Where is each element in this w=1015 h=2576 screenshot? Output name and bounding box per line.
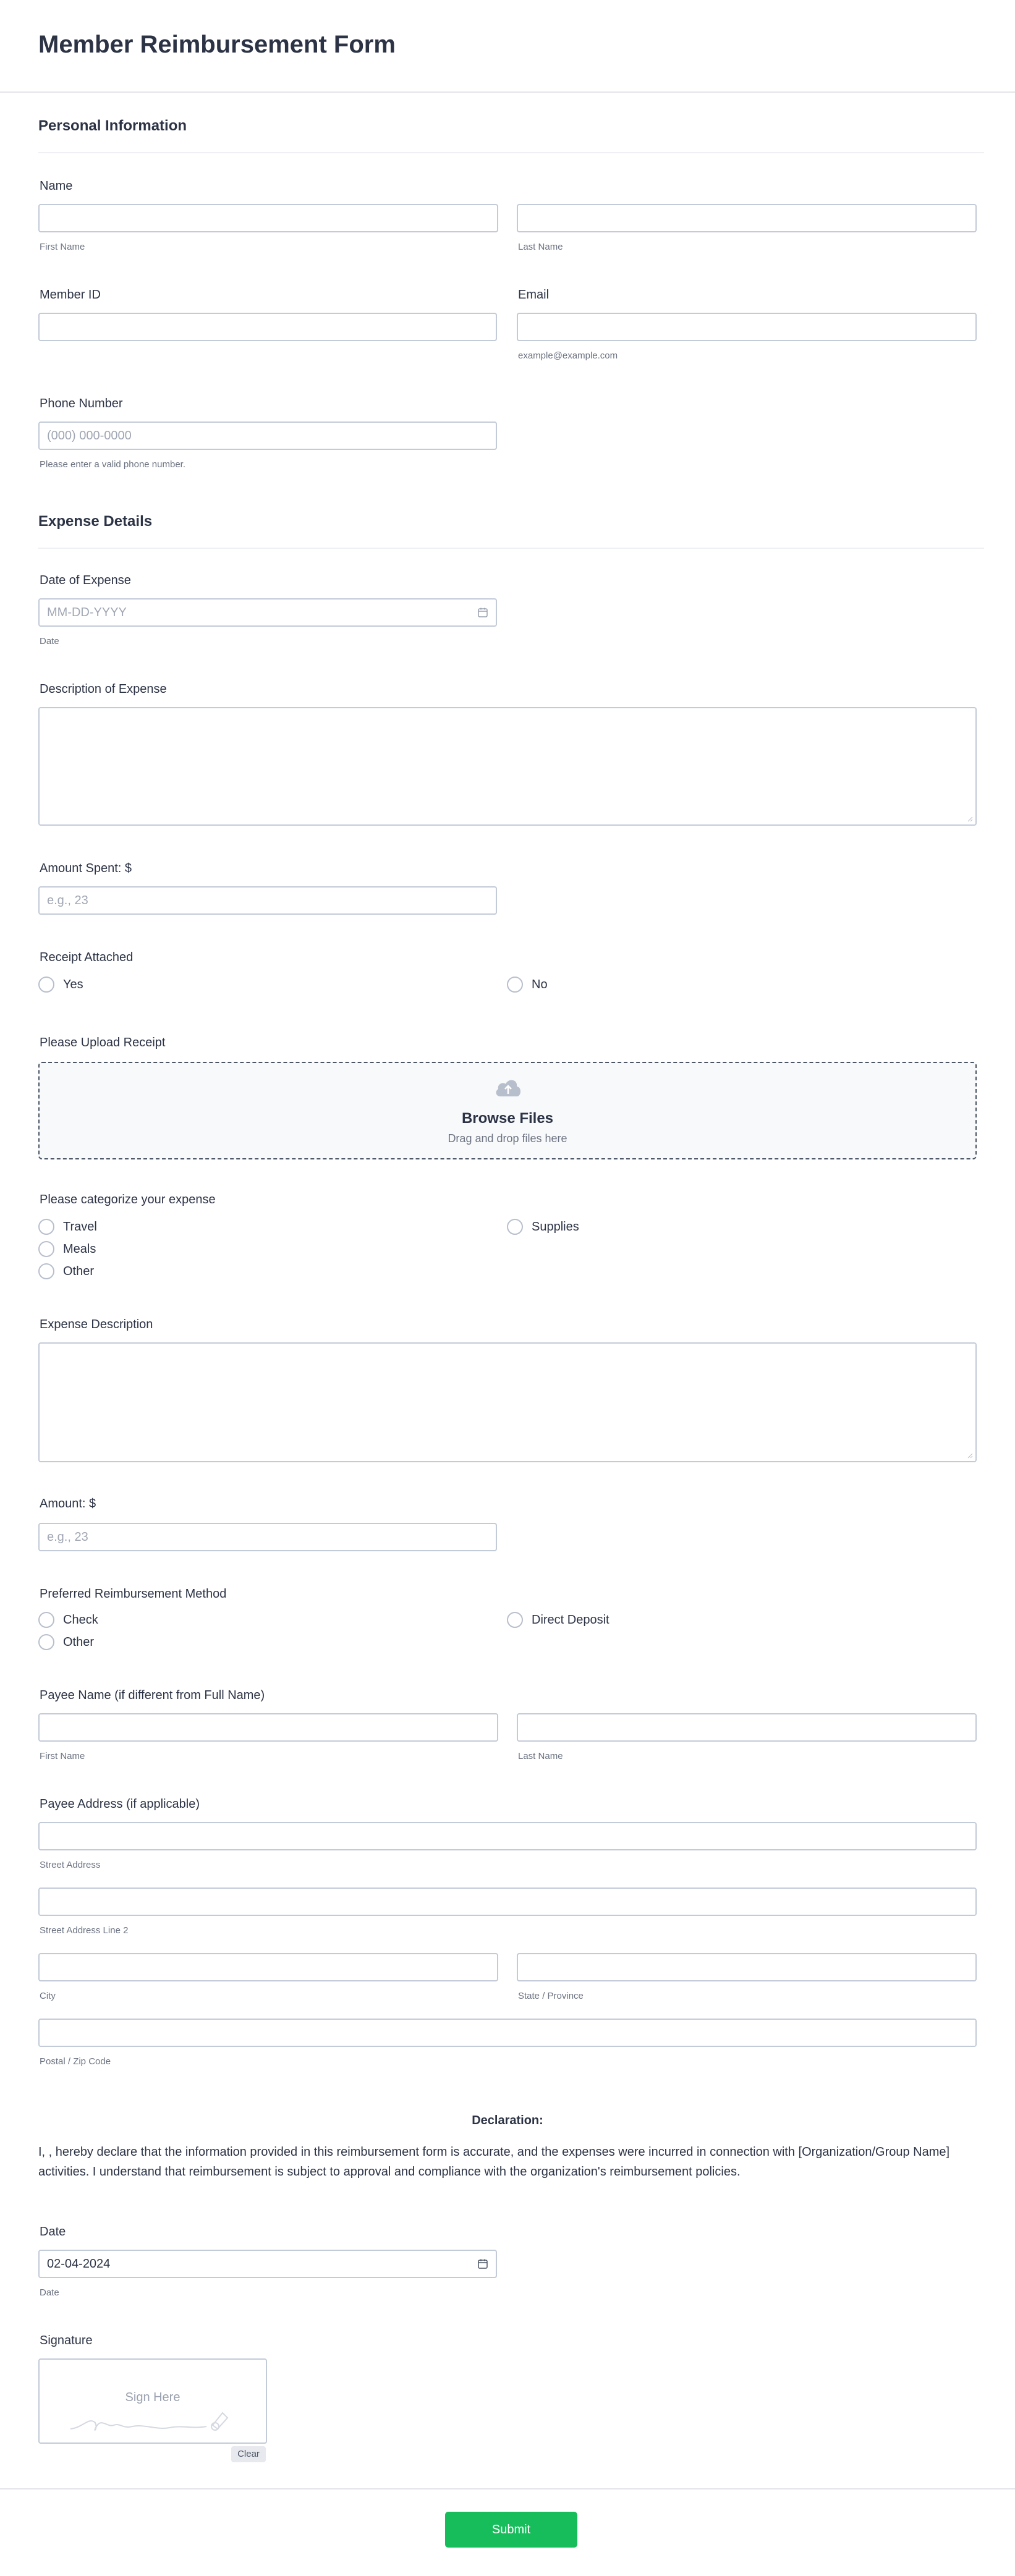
resize-handle-icon[interactable] (967, 816, 973, 822)
amount-spent-label: Amount Spent: $ (40, 862, 132, 875)
submit-button[interactable]: Submit (445, 2512, 577, 2548)
radio-meals[interactable] (38, 1241, 96, 1257)
radio-circle[interactable] (38, 1263, 54, 1279)
form-title: Member Reimbursement Form (38, 31, 396, 58)
drag-drop-hint: Drag and drop files here (448, 1132, 567, 1145)
first-name-input[interactable] (38, 204, 498, 232)
expense-description-label: Expense Description (40, 1318, 153, 1331)
radio-label: Supplies (532, 1219, 579, 1234)
date-placeholder: MM-DD-YYYY (47, 606, 127, 619)
clear-signature-button[interactable]: Clear (231, 2446, 266, 2462)
radio-circle[interactable] (38, 1612, 54, 1628)
date-of-expense-input[interactable] (38, 598, 497, 627)
radio-circle[interactable] (507, 977, 523, 993)
radio-label: Direct Deposit (532, 1612, 609, 1627)
payee-last-name-input[interactable] (517, 1713, 977, 1742)
phone-label: Phone Number (40, 397, 123, 410)
payee-first-name-input[interactable] (38, 1713, 498, 1742)
resize-handle-icon[interactable] (967, 1452, 973, 1459)
last-name-input[interactable] (517, 204, 977, 232)
header-divider (0, 91, 1015, 93)
section-title-expense: Expense Details (38, 513, 153, 530)
email-input[interactable] (517, 313, 977, 341)
member-id-label: Member ID (40, 288, 101, 302)
first-name-sublabel: First Name (40, 242, 85, 252)
radio-check[interactable] (38, 1612, 98, 1628)
payee-name-label: Payee Name (if different from Full Name) (40, 1688, 265, 1702)
radio-label: Yes (63, 977, 83, 991)
radio-label: Travel (63, 1219, 97, 1234)
radio-circle[interactable] (38, 1634, 54, 1650)
signature-scribble-icon (64, 2404, 250, 2435)
section-divider (38, 548, 984, 549)
upload-receipt-label: Please Upload Receipt (40, 1036, 166, 1049)
amount-input[interactable] (38, 1523, 497, 1551)
radio-circle[interactable] (507, 1219, 523, 1235)
last-name-sublabel: Last Name (518, 242, 563, 252)
postal-code-input[interactable] (38, 2019, 977, 2047)
radio-circle[interactable] (507, 1612, 523, 1628)
member-id-input[interactable] (38, 313, 497, 341)
radio-label: No (532, 977, 548, 991)
radio-label: Check (63, 1612, 98, 1627)
street-sublabel: Street Address (40, 1860, 101, 1870)
browse-files-button[interactable]: Browse Files (461, 1110, 554, 1127)
categorize-label: Please categorize your expense (40, 1193, 216, 1206)
section-divider (38, 152, 984, 153)
description-label: Description of Expense (40, 682, 167, 696)
city-sublabel: City (40, 1991, 56, 2001)
reimbursement-method-label: Preferred Reimbursement Method (40, 1587, 227, 1601)
amount-label: Amount: $ (40, 1497, 96, 1510)
radio-circle[interactable] (38, 1241, 54, 1257)
phone-input[interactable] (38, 422, 497, 450)
section-title-personal: Personal Information (38, 117, 187, 134)
date-of-expense-label: Date of Expense (40, 574, 131, 587)
phone-sublabel: Please enter a valid phone number. (40, 459, 185, 470)
radio-supplies[interactable] (507, 1219, 579, 1235)
radio-other[interactable] (38, 1263, 94, 1279)
amount-spent-input[interactable] (38, 886, 497, 915)
city-input[interactable] (38, 1953, 498, 1981)
sign-here-placeholder: Sign Here (125, 2391, 180, 2404)
signature-label: Signature (40, 2334, 93, 2347)
calendar-icon[interactable] (477, 2258, 488, 2269)
radio-other-method[interactable] (38, 1634, 94, 1650)
postal-sublabel: Postal / Zip Code (40, 2056, 111, 2067)
street-address-input[interactable] (38, 1822, 977, 1850)
date-value: 02-04-2024 (47, 2257, 111, 2271)
date-sublabel: Date (40, 636, 59, 646)
footer-divider (0, 2488, 1015, 2489)
signature-pad[interactable] (38, 2358, 267, 2444)
file-upload-dropzone[interactable] (38, 1062, 977, 1159)
radio-circle[interactable] (38, 977, 54, 993)
radio-circle[interactable] (38, 1219, 54, 1235)
radio-label: Meals (63, 1242, 96, 1256)
expense-description-textarea[interactable] (38, 1342, 977, 1462)
description-textarea[interactable] (38, 707, 977, 826)
calendar-icon[interactable] (477, 607, 488, 618)
declaration-title: Declaration: (472, 2114, 543, 2127)
amount-placeholder: e.g., 23 (47, 1530, 88, 1544)
payee-first-sublabel: First Name (40, 1751, 85, 1761)
radio-travel[interactable] (38, 1219, 97, 1235)
street2-sublabel: Street Address Line 2 (40, 1925, 129, 1936)
payee-address-label: Payee Address (if applicable) (40, 1797, 200, 1811)
amount-placeholder: e.g., 23 (47, 894, 88, 907)
date-label: Date (40, 2225, 66, 2239)
phone-placeholder: (000) 000-0000 (47, 429, 132, 443)
email-sublabel: example@example.com (518, 350, 618, 361)
radio-yes[interactable] (38, 977, 83, 993)
date-input[interactable] (38, 2250, 497, 2278)
radio-no[interactable] (507, 977, 548, 993)
cloud-upload-icon (493, 1077, 523, 1099)
declaration-text: I, , hereby declare that the information provided in this reimbursement form is accurate, and the expenses were incurred in connection with [Organization/Group Name] activities. I understand that reimbursement is subject to approval and compliance with the organization's reimbursement policies. (38, 2145, 950, 2179)
state-input[interactable] (517, 1953, 977, 1981)
date-sublabel: Date (40, 2287, 59, 2298)
receipt-attached-label: Receipt Attached (40, 951, 134, 964)
name-label: Name (40, 179, 73, 193)
radio-label: Other (63, 1635, 95, 1649)
radio-label: Other (63, 1264, 95, 1278)
state-sublabel: State / Province (518, 1991, 584, 2001)
email-label: Email (518, 288, 550, 302)
radio-direct-deposit[interactable] (507, 1612, 609, 1628)
street-address-line2-input[interactable] (38, 1888, 977, 1916)
payee-last-sublabel: Last Name (518, 1751, 563, 1761)
